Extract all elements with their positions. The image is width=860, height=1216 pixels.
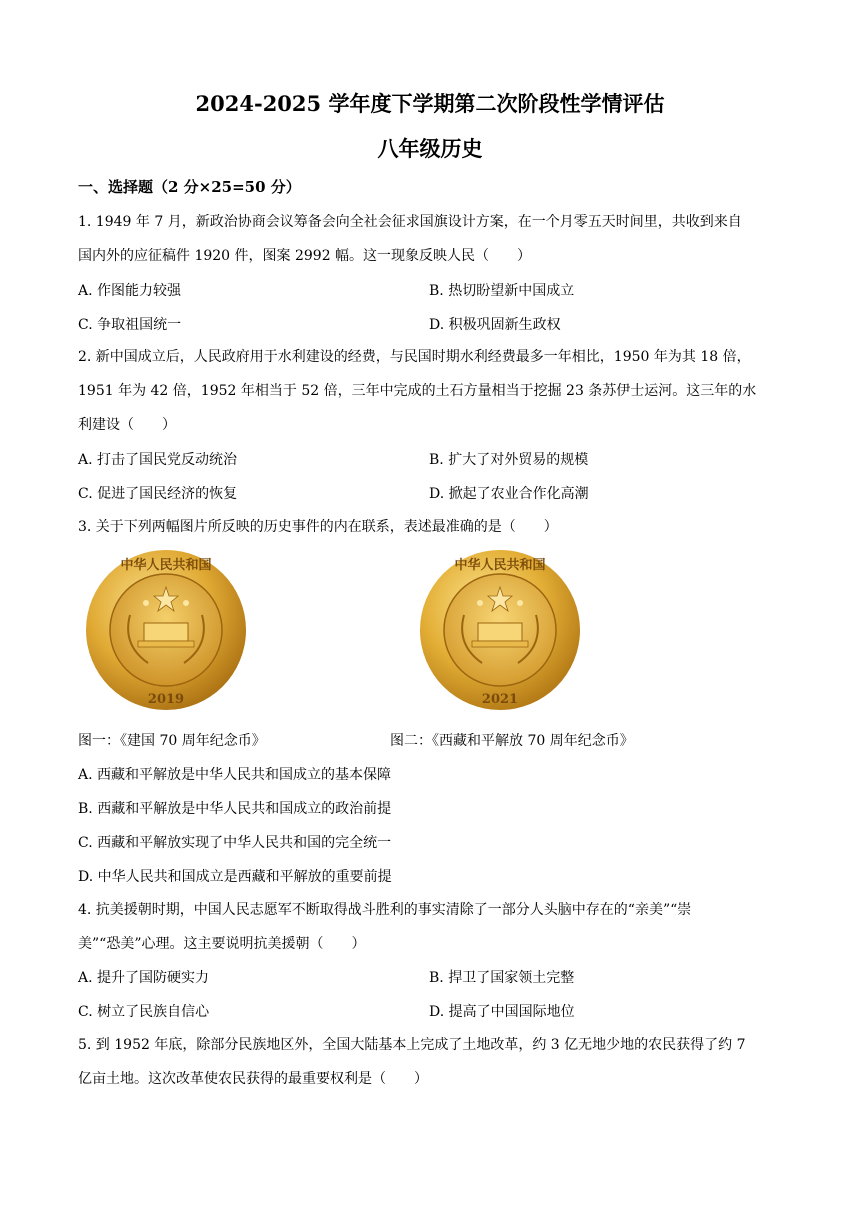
question-2-option-b: B. 扩大了对外贸易的规模: [429, 452, 589, 468]
question-2-option-a: A. 打击了国民党反动统治: [78, 452, 238, 468]
figure-1-commemorative-coin-2019: [78, 545, 254, 715]
figure-1-caption: 图一：《建国 70 周年纪念币》: [78, 733, 266, 749]
question-4-option-c: C. 树立了民族自信心: [78, 1004, 210, 1020]
section-heading: 一、选择题（2 分×25=50 分）: [78, 178, 301, 196]
figure-1-coin-ring-text: 中华人民共和国: [120, 558, 212, 573]
question-1-stem-line: 国内外的应征稿件 1920 件，图案 2992 幅。这一现象反映人民（ ）: [78, 248, 532, 264]
question-4-option-b: B. 捍卫了国家领土完整: [429, 970, 575, 986]
question-5-stem-line: 亿亩土地。这次改革使农民获得的最重要权利是（ ）: [78, 1071, 428, 1087]
question-3-stem-line: 3. 关于下列两幅图片所反映的历史事件的内在联系，表述最准确的是（ ）: [78, 519, 558, 535]
question-3-option-b: B. 西藏和平解放是中华人民共和国成立的政治前提: [78, 801, 392, 817]
question-4-stem-line: 4. 抗美援朝时期，中国人民志愿军不断取得战斗胜利的事实清除了一部分人头脑中存在的“亲美”“崇: [78, 902, 692, 918]
question-1-option-d: D. 积极巩固新生政权: [429, 317, 561, 333]
figure-1-coin-year: 2019: [147, 692, 185, 707]
question-2-stem-line: 2. 新中国成立后，人民政府用于水利建设的经费，与民国时期水利经费最多一年相比，1950 年为其 18 倍，: [78, 349, 751, 365]
question-3-option-a: A. 西藏和平解放是中华人民共和国成立的基本保障: [78, 767, 392, 783]
question-1-option-c: C. 争取祖国统一: [78, 317, 182, 333]
exam-subject: 八年级历史: [377, 136, 483, 161]
exam-title: 2024-2025 学年度下学期第二次阶段性学情评估: [195, 91, 665, 116]
question-3-option-d: D. 中华人民共和国成立是西藏和平解放的重要前提: [78, 869, 392, 885]
figure-2-coin-year: 2021: [481, 692, 519, 707]
figure-2-commemorative-coin-2021: [412, 545, 588, 715]
question-2-stem-line: 1951 年为 42 倍，1952 年相当于 52 倍，三年中完成的土石方量相当于挖掘 23 条苏伊士运河。这三年的水: [78, 383, 757, 399]
question-4-stem-line: 美”“恐美”心理。这主要说明抗美援朝（ ）: [78, 936, 366, 952]
question-3-option-c: C. 西藏和平解放实现了中华人民共和国的完全统一: [78, 835, 392, 851]
question-2-option-c: C. 促进了国民经济的恢复: [78, 486, 238, 502]
question-1-option-b: B. 热切盼望新中国成立: [429, 283, 575, 299]
question-5-stem-line: 5. 到 1952 年底，除部分民族地区外，全国大陆基本上完成了土地改革，约 3 亿无地少地的农民获得了约 7: [78, 1037, 746, 1053]
question-4-option-d: D. 提高了中国国际地位: [429, 1004, 575, 1020]
question-1-option-a: A. 作图能力较强: [78, 283, 182, 299]
figure-2-caption: 图二：《西藏和平解放 70 周年纪念币》: [390, 733, 634, 749]
question-1-stem-line: 1. 1949 年 7 月，新政治协商会议筹备会向全社会征求国旗设计方案，在一个月零五天时间里，共收到来自: [78, 214, 742, 230]
question-2-stem-line: 利建设（ ）: [78, 417, 176, 433]
question-2-option-d: D. 掀起了农业合作化高潮: [429, 486, 589, 502]
figure-2-coin-ring-text: 中华人民共和国: [454, 558, 546, 573]
question-4-option-a: A. 提升了国防硬实力: [78, 970, 210, 986]
